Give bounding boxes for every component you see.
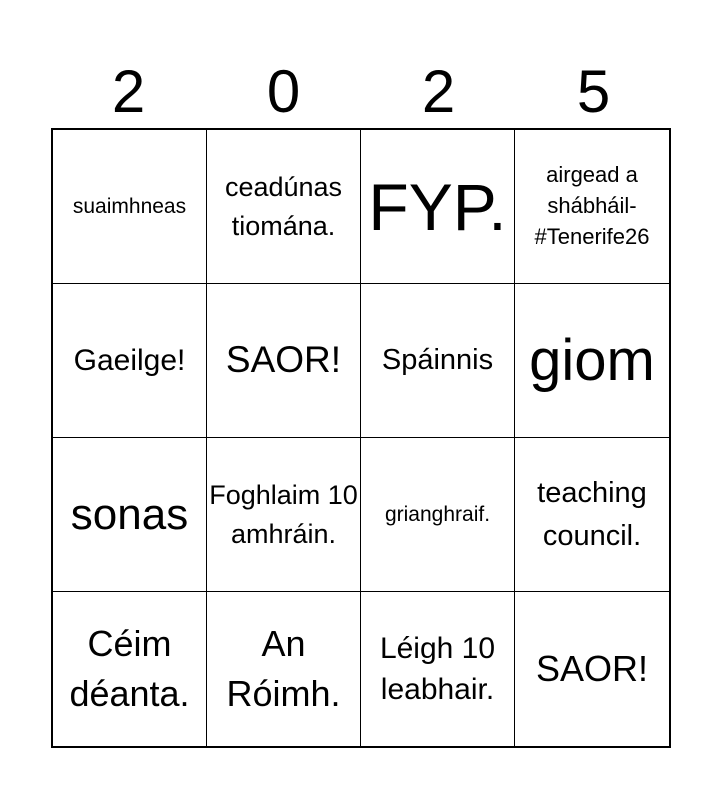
header-letter: 2 xyxy=(111,58,146,125)
cell-text: grianghraif. xyxy=(384,502,491,526)
cell-text: Gaeilge! xyxy=(73,343,186,377)
cell-text: airgead a shábháil-#Tenerife26 xyxy=(534,162,650,249)
bingo-cell[interactable] xyxy=(361,284,515,438)
cell-text: suaimhneas xyxy=(72,194,187,218)
cell-text: giom xyxy=(529,327,655,393)
bingo-header xyxy=(51,58,671,126)
cell-text: ceadúnas tiomána. xyxy=(224,172,343,241)
cell-text: SAOR! xyxy=(535,648,649,690)
bingo-cell[interactable] xyxy=(515,592,669,746)
cell-text: An Róimh. xyxy=(226,623,341,714)
bingo-cell[interactable] xyxy=(207,438,361,592)
bingo-cell[interactable] xyxy=(361,438,515,592)
header-letter: 2 xyxy=(421,58,456,125)
bingo-cell[interactable] xyxy=(53,592,207,746)
bingo-cell[interactable] xyxy=(515,284,669,438)
cell-text: sonas xyxy=(70,489,189,539)
bingo-cell[interactable] xyxy=(53,438,207,592)
bingo-cell[interactable] xyxy=(361,592,515,746)
bingo-cell[interactable] xyxy=(207,592,361,746)
cell-text: teaching council. xyxy=(537,477,647,552)
cell-text: Foghlaim 10 amhráin. xyxy=(209,480,358,549)
cell-text: Léigh 10 leabhair. xyxy=(379,631,496,706)
bingo-cell[interactable] xyxy=(515,130,669,284)
cell-text: Spáinnis xyxy=(381,344,494,377)
bingo-cell[interactable] xyxy=(207,284,361,438)
bingo-cell[interactable] xyxy=(53,284,207,438)
cell-text: FYP. xyxy=(368,169,507,244)
bingo-cell[interactable] xyxy=(515,438,669,592)
bingo-cell[interactable] xyxy=(53,130,207,284)
bingo-board xyxy=(51,128,671,748)
header-letter: 5 xyxy=(576,58,611,125)
header-letter: 0 xyxy=(266,58,301,125)
bingo-cell[interactable] xyxy=(207,130,361,284)
cell-text: Céim déanta. xyxy=(69,623,190,714)
cell-text: SAOR! xyxy=(225,339,342,381)
bingo-cell[interactable] xyxy=(361,130,515,284)
